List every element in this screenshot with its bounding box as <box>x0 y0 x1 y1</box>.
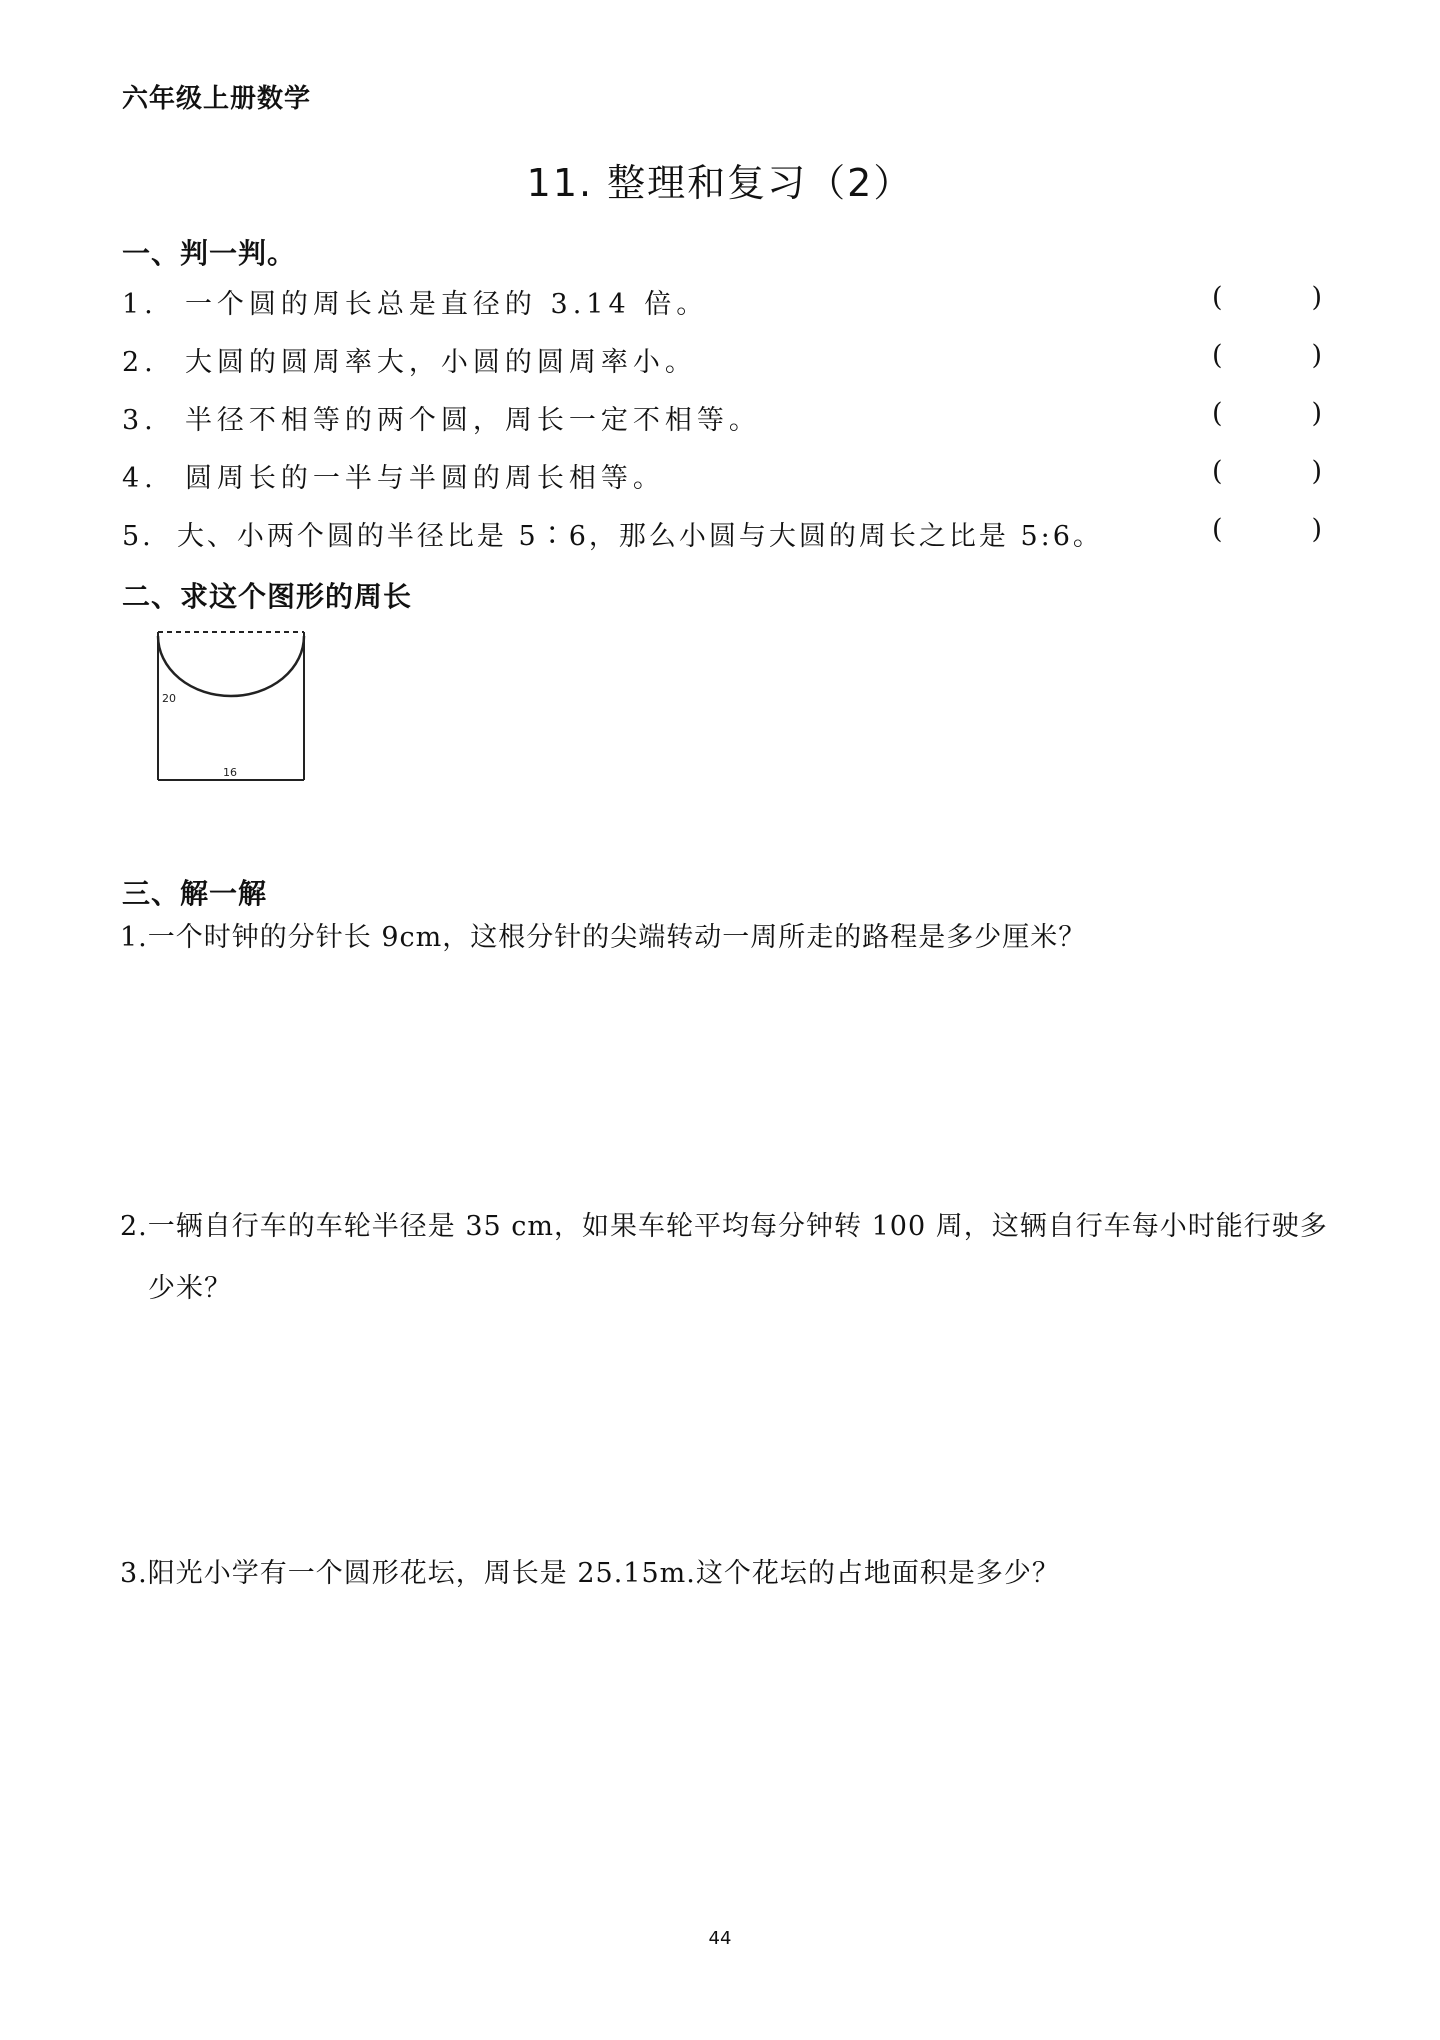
judge-item-3 <box>122 398 1322 438</box>
word-problem-2 <box>120 1196 1340 1320</box>
problem-text: 3.阳光小学有一个圆形花坛，周长是 25.15m.这个花坛的占地面积是多少？ <box>120 1558 1060 1589</box>
judge-item-4 <box>122 456 1322 496</box>
judge-item-text: 5. 大、小两个圆的半径比是 5∶6，那么小圆与大圆的周长之比是 5:6。 <box>122 521 1103 552</box>
section1-heading: 一、判一判。 <box>122 237 297 270</box>
answer-bracket[interactable]: ( ) <box>1212 282 1322 313</box>
problem-text: 1.一个时钟的分针长 9cm，这根分针的尖端转动一周所走的路程是多少厘米？ <box>120 922 1087 953</box>
judge-item-text: 3. 半径不相等的两个圆，周长一定不相等。 <box>122 405 761 436</box>
page-title: 11. 整理和复习（2） <box>526 161 914 205</box>
word-problem-1 <box>120 907 1340 969</box>
semicircle-arc <box>158 636 304 696</box>
grade-label: 六年级上册数学 <box>122 84 312 114</box>
answer-bracket[interactable]: ( ) <box>1212 456 1322 487</box>
judge-item-text: 4. 圆周长的一半与半圆的周长相等。 <box>122 463 665 494</box>
answer-bracket[interactable]: ( ) <box>1212 514 1322 545</box>
perimeter-figure <box>148 622 318 792</box>
answer-bracket[interactable]: ( ) <box>1212 340 1322 371</box>
problem-text-continued: 少米？ <box>148 1273 232 1304</box>
answer-bracket[interactable]: ( ) <box>1212 398 1322 429</box>
judge-item-1 <box>122 282 1322 322</box>
bottom-length-label: 16 <box>223 766 237 779</box>
problem-text: 2.一辆自行车的车轮半径是 35 cm，如果车轮平均每分钟转 100 周，这辆自行车每小时能行驶多 <box>120 1211 1328 1242</box>
side-length-label: 20 <box>162 692 176 705</box>
word-problem-3 <box>120 1543 1340 1605</box>
page-number: 44 <box>708 1928 732 1949</box>
judge-item-text: 2. 大圆的圆周率大，小圆的圆周率小。 <box>122 347 697 378</box>
judge-item-5 <box>122 514 1322 554</box>
judge-item-text: 1. 一个圆的周长总是直径的 3.14 倍。 <box>122 289 709 320</box>
judge-item-2 <box>122 340 1322 380</box>
perimeter-figure-svg <box>148 622 318 792</box>
section2-heading: 二、求这个图形的周长 <box>122 580 413 613</box>
section3-heading: 三、解一解 <box>122 877 268 910</box>
